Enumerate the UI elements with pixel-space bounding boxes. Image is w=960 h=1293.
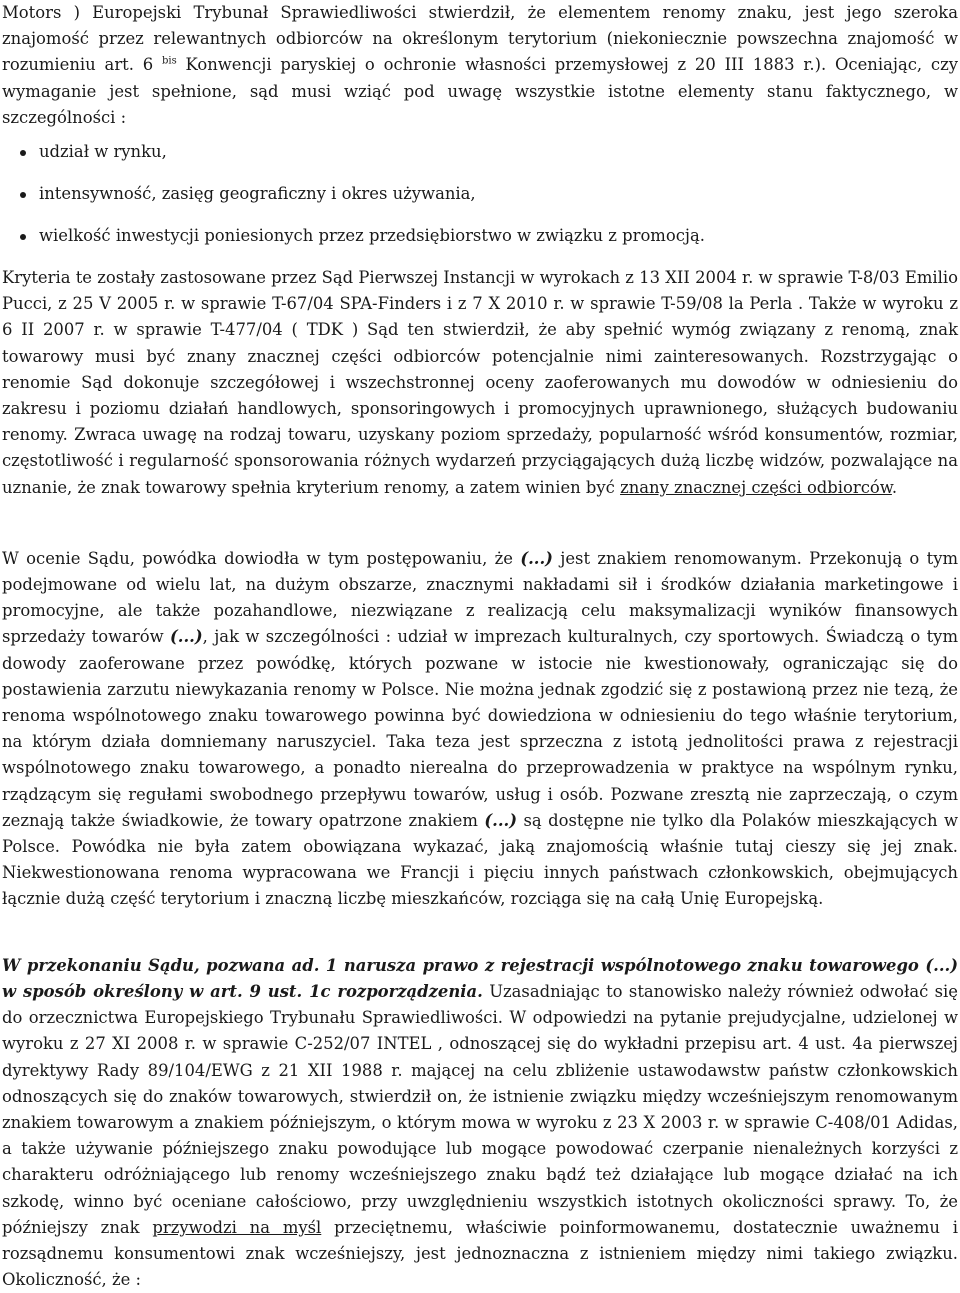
- text-span: W ocenie Sądu, powódka dowiodła w tym postępowaniu, że: [2, 548, 521, 568]
- redacted-mark: (...): [520, 548, 553, 568]
- list-item: udział w rynku,: [39, 139, 958, 165]
- text-span: Motors ) Europejski Trybunał Sprawiedliwości stwierdził, że elementem renomy znaku, jest jego szeroka znajomość przez relewantnych odbiorców na określonym terytorium (niekoniecznie powszechna znajomość w rozumieniu art. 6: [2, 3, 958, 75]
- text-span: Konwencji paryskiej o ochronie własności przemysłowej z 20 III 1883 r.). Oceniając, czy wymaganie jest spełnione, sąd musi wziąć pod uwagę wszystkie istotne elementy stanu faktycznego, w szczególności :: [2, 55, 958, 127]
- paragraph-court-criteria: [2, 265, 958, 501]
- emphasized-holding: W przekonaniu Sądu, pozwana ad. 1 narusza prawo z rejestracji wspólnotowego znaku towarowego (...) w sposób określony w art. 9 ust. 1c rozporządzenia.: [2, 955, 958, 1001]
- text-span: .: [891, 477, 898, 497]
- text-span: przeciętnemu, właściwie poinformowanemu, dostatecznie uważnemu i rozsądnemu konsumentowi znak wcześniejszy, jest jednoznaczna z istnieniem między nimi takiego związku. Okoliczność, że :: [2, 1217, 958, 1290]
- redacted-mark: (...): [484, 810, 518, 830]
- text-span: , jak w szczególności : udział w imprezach kulturalnych, czy sportowych. Świadczą o tym dowody zaoferowane przez powódkę, których pozwane w istocie nie kwestionowały, ograniczając się do postawienia zarzutu niewykazania renomy w Polsce. Nie można jednak zgodzić się z postawioną przez nie tezą, że renoma wspólnotowego znaku towarowego powinna być dowiedziona w odniesieniu do tego właśnie terytorium, na którym działa domniemany naruszyciel. Taka teza jest sprzeczna z istotą jednolitości prawa z rejestracji wspólnotowego znaku towarowego, a ponadto nierealna do przeprowadzenia w praktyce na wspólnym rynku, rządzącym się regułami swobodnego przepływu towarów, usług i osób. Pozwane zresztą nie zaprzeczają, o czym zeznają także świadkowie, że towary opatrzone znakiem: [2, 627, 958, 830]
- criteria-list: [2, 139, 958, 249]
- text-span: jest znakiem renomowanym. Przekonują o tym podejmowane od wielu lat, na dużym obszarze, znacznymi nakładami sił i środków działania marketingowe i promocyjne, ale także pozahandlowe, niezwiązane z realizacją celu maksymalizacji wyników finansowych sprzedaży towarów: [2, 548, 958, 647]
- paragraph-court-opinion: [2, 546, 958, 913]
- superscript-bis: bis: [162, 55, 177, 67]
- paragraph-infringement: [2, 953, 958, 1293]
- text-span: Uzasadniając to stanowisko należy również odwołać się do orzecznictwa Europejskiego Trybunału Sprawiedliwości. W odpowiedzi na pytanie prejudycjalne, udzielonej w wyroku z 27 XI 2008 r. w sprawie C-252/07 INTEL , odnoszącej się do wykładni przepisu art. 4 ust. 4a pierwszej dyrektywy Rady 89/104/EWG z 21 XII 1988 r. mającej na celu zbliżenie ustawodawstw państw członkowskich odnoszących się do znaków towarowych, stwierdził on, że istnienie związku między wcześniejszym renomowanym znakiem towarowym a znakiem późniejszym, o którym mowa w wyroku z 23 X 2003 r. w sprawie C-408/01 Adidas, a także używanie późniejszego znaku powodujące lub mogące powodować czerpanie nienależnych korzyści z charakteru odróżniającego lub renomy wcześniejszego znaku bądź też działające lub mogące działać na ich szkodę, winno być oceniane całościowo, przy uwzględnieniu wszystkich istotnych okoliczności sprawy. To, że późniejszy znak: [2, 981, 958, 1237]
- underlined-phrase: znany znacznej części odbiorców: [620, 477, 892, 497]
- paragraph-renoma-definition: [2, 0, 958, 131]
- text-span: są dostępne nie tylko dla Polaków mieszkających w Polsce. Powódka nie była zatem obowiązana wykazać, jaką znajomością właśnie tutaj cieszy się jej znak. Niekwestionowana renoma wypracowana we Francji i pięciu innych państwach członkowskich, obejmujących łącznie dużą część terytorium i znaczną liczbę mieszkańców, rozciąga się na całą Unię Europejską.: [2, 810, 959, 909]
- underlined-phrase: przywodzi na myśl: [152, 1217, 322, 1237]
- list-item: intensywność, zasięg geograficzny i okres używania,: [39, 181, 958, 207]
- redacted-mark: (...): [169, 627, 203, 647]
- list-item: wielkość inwestycji poniesionych przez przedsiębiorstwo w związku z promocją.: [39, 223, 958, 249]
- text-span: Kryteria te zostały zastosowane przez Sąd Pierwszej Instancji w wyrokach z 13 XII 2004 r. w sprawie T-8/03 Emilio Pucci, z 25 V 2005 r. w sprawie T-67/04 SPA-Finders i z 7 X 2010 r. w sprawie T-59/08 la Perla . Także w wyroku z 6 II 2007 r. w sprawie T-477/04 ( TDK ) Sąd ten stwierdził, że aby spełnić wymóg związany z renomą, znak towarowy musi być znany znacznej części odbiorców potencjalnie nimi zainteresowanych. Rozstrzygając o renomie Sąd dokonuje szczegółowej i wszechstronnej oceny zaoferowanych mu dowodów w odniesieniu do zakresu i poziomu działań handlowych, sponsoringowych i promocyjnych uprawnionego, służących budowaniu renomy. Zwraca uwagę na rodzaj towaru, uzyskany poziom sprzedaży, popularność wśród konsumentów, rozmiar, częstotliwość i regularność sponsorowania różnych wydarzeń przyciągających dużą liczbę widzów, pozwalające na uznanie, że znak towarowy spełnia kryterium renomy, a zatem winien być: [2, 268, 958, 497]
